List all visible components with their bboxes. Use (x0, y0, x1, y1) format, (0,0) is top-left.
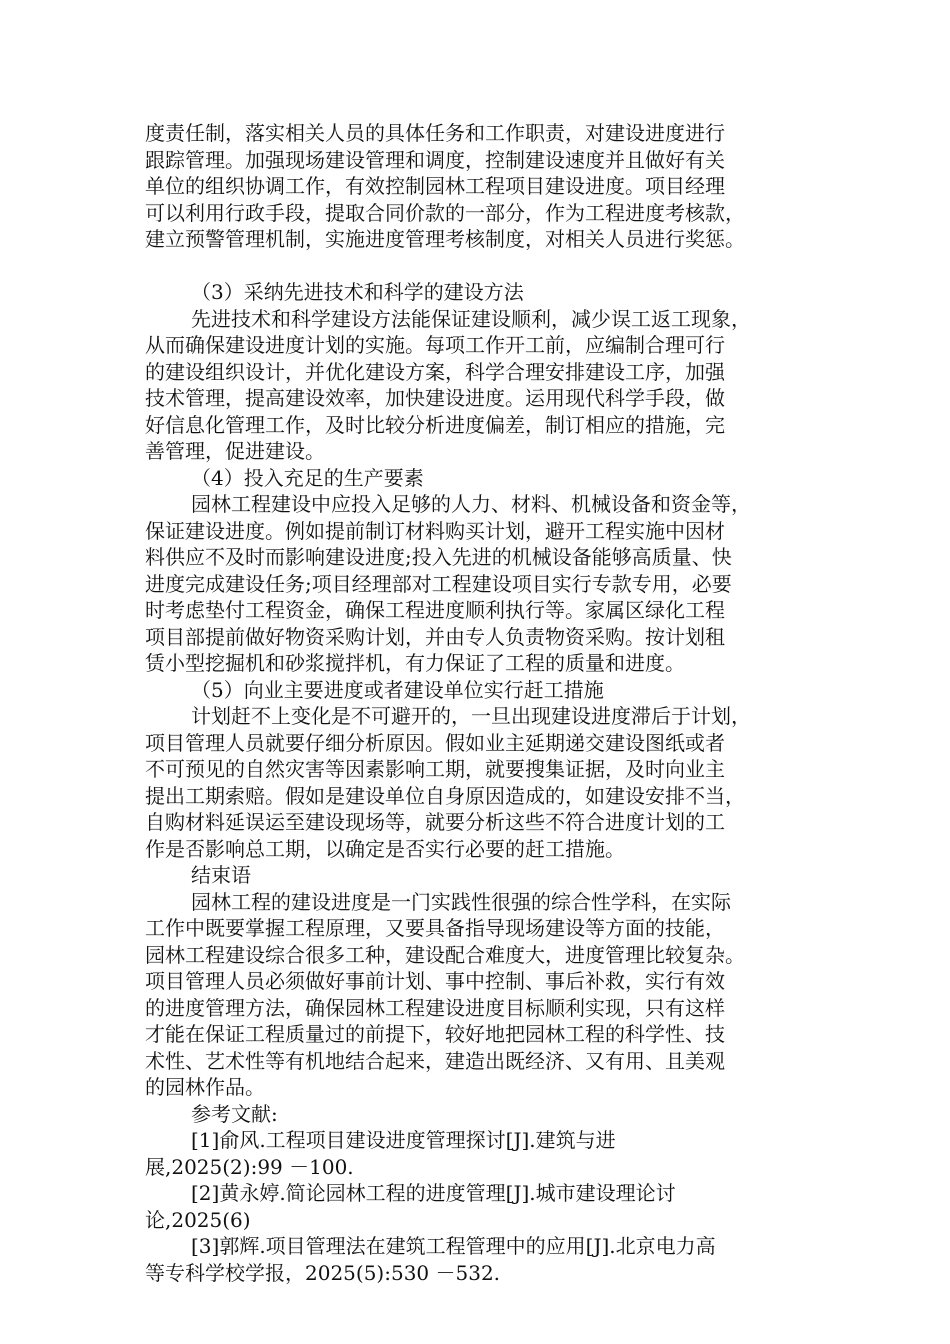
text-line: 才能在保证工程质量过的前提下，较好地把园林工程的科学性、技 (145, 1022, 725, 1046)
text-line: 保证建设进度。例如提前制订材料购买计划，避开工程实施中因材 (145, 518, 725, 543)
text-line: [2]黄永婷.简论园林工程的进度管理[J].城市建设理论讨 (191, 1181, 676, 1205)
text-line: 料供应不及时而影响建设进度;投入先进的机械设备能够高质量、快 (145, 545, 732, 569)
text-line: 计划赶不上变化是不可避开的，一旦出现建设进度滞后于计划， (191, 704, 751, 728)
text-line: 自购材料延误运至建设现场等，就要分析这些不符合进度计划的工 (145, 810, 725, 834)
text-line: 论,2025(6) (145, 1207, 251, 1232)
text-line: 参考文献: (191, 1101, 278, 1126)
text-line: 时考虑垫付工程资金，确保工程进度顺利执行等。家属区绿化工程 (145, 598, 725, 622)
text-line: 的进度管理方法，确保园林工程建设进度目标顺利实现，只有这样 (145, 995, 725, 1020)
text-line: 等专科学校学报，2025(5):530 －532. (145, 1260, 501, 1285)
text-line: 度责任制，落实相关人员的具体任务和工作职责，对建设进度进行 (145, 121, 725, 145)
text-line: 单位的组织协调工作，有效控制园林工程项目建设进度。项目经理 (145, 174, 725, 198)
text-line: 从而确保建设进度计划的实施。每项工作开工前，应编制合理可行 (145, 333, 725, 357)
text-line: 先进技术和科学建设方法能保证建设顺利，减少误工返工现象， (191, 306, 751, 331)
text-line: 项目管理人员就要仔细分析原因。假如业主延期递交建设图纸或者 (145, 730, 725, 755)
text-line: 可以利用行政手段，提取合同价款的一部分，作为工程进度考核款， (145, 200, 745, 225)
text-line: 提出工期索赔。假如是建设单位自身原因造成的，如建设安排不当， (145, 783, 745, 808)
text-line: 园林工程的建设进度是一门实践性很强的综合性学科，在实际 (191, 889, 731, 914)
text-line: 工作中既要掌握工程原理，又要具备指导现场建设等方面的技能， (145, 916, 725, 940)
text-line: 好信息化管理工作，及时比较分析进度偏差，制订相应的措施，完 (145, 412, 725, 437)
text-line: 不可预见的自然灾害等因素影响工期，就要搜集证据，及时向业主 (145, 757, 725, 781)
text-line: 项目部提前做好物资采购计划，并由专人负责物资采购。按计划租 (145, 624, 725, 649)
text-line: 建立预警管理机制，实施进度管理考核制度，对相关人员进行奖惩。 (145, 227, 745, 251)
text-line: 结束语 (191, 863, 251, 887)
text-line: 园林工程建设综合很多工种，建设配合难度大，进度管理比较复杂。 (145, 942, 745, 967)
text-line: [3]郭辉.项目管理法在建筑工程管理中的应用[J].北京电力高 (191, 1234, 716, 1258)
text-line: 项目管理人员必须做好事前计划、事中控制、事后补救，实行有效 (145, 969, 725, 993)
text-line: 善管理，促进建设。 (145, 439, 325, 463)
text-line: 作是否影响总工期，以确定是否实行必要的赶工措施。 (145, 836, 625, 861)
text-line: （3）采纳先进技术和科学的建设方法 (191, 280, 524, 304)
text-line: 跟踪管理。加强现场建设管理和调度，控制建设速度并且做好有关 (145, 147, 725, 172)
text-line: 展,2025(2):99 －100. (145, 1154, 354, 1179)
text-line: 技术管理，提高建设效率，加快建设进度。运用现代科学手段，做 (145, 386, 725, 410)
document-body (145, 120, 805, 1286)
text-line: 的建设组织设计，并优化建设方案，科学合理安排建设工序，加强 (145, 359, 725, 384)
text-line: 赁小型挖掘机和砂浆搅拌机，有力保证了工程的质量和进度。 (145, 651, 685, 675)
text-line: 进度完成建设任务;项目经理部对工程建设项目实行专款专用，必要 (145, 571, 732, 596)
text-line: 园林工程建设中应投入足够的人力、材料、机械设备和资金等， (191, 492, 751, 516)
text-line: 术性、艺术性等有机地结合起来，建造出既经济、又有用、且美观 (145, 1048, 725, 1073)
text-line: （4）投入充足的生产要素 (191, 465, 424, 490)
text-line: [1]俞风.工程项目建设进度管理探讨[J].建筑与进 (191, 1128, 616, 1152)
text-line: （5）向业主要进度或者建设单位实行赶工措施 (191, 677, 604, 702)
paragraph-spacer (145, 253, 805, 280)
text-line: 的园林作品。 (145, 1075, 265, 1099)
